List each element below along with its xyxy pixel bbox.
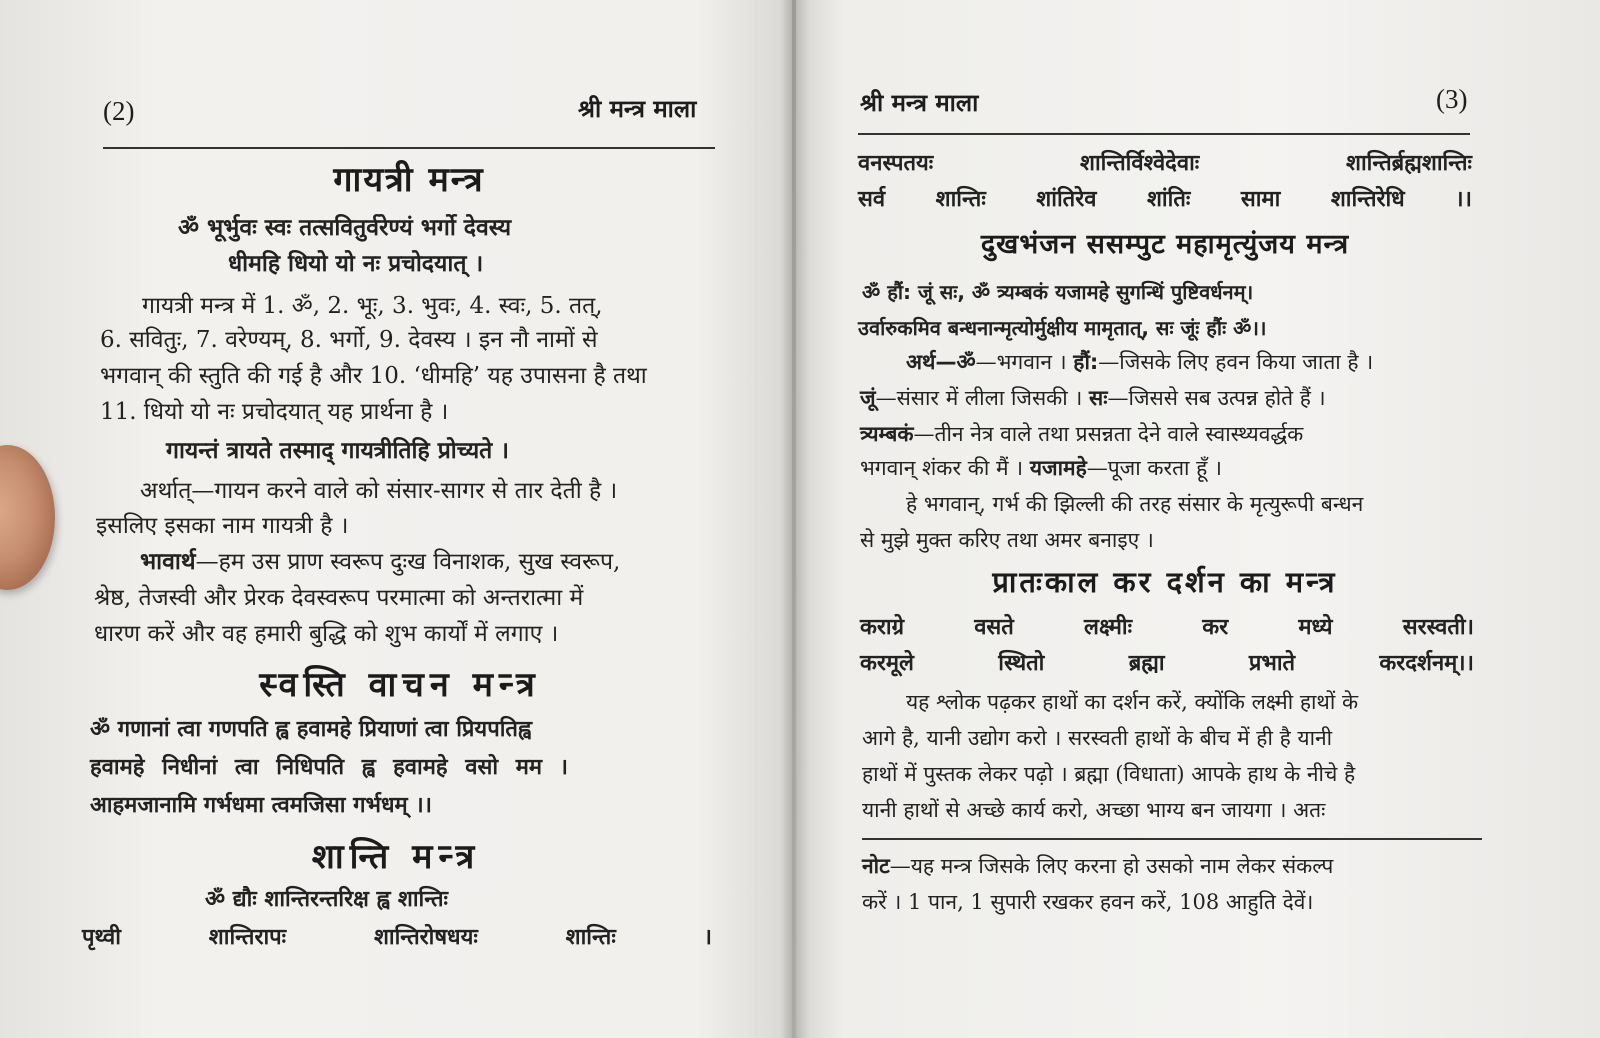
left-page [0, 0, 792, 1038]
note-line-1 [862, 850, 1333, 882]
meaning-segment: —संसार में लीला जिसकी । [875, 386, 1090, 410]
dukhbhanjan-meaning-line-1 [906, 346, 1373, 378]
note-line-2: करें । 1 पान, 1 सुपारी रखकर हवन करें, 108 आहुति देवें। [862, 890, 1314, 914]
word: शान्तिः [935, 187, 986, 212]
shanti-cont-line-1 [858, 148, 1472, 180]
dukhbhanjan-heading: दुखभंजन ससम्पुट महामृत्युंजय मन्त्र [980, 229, 1350, 260]
page-number-left: (2) [103, 96, 135, 126]
word: ब्रह्मा [1128, 651, 1165, 676]
word: शांतिः [1146, 187, 1191, 212]
page-number-right: (3) [1436, 84, 1468, 114]
gayatri-mantra-line-2: धीमहि धियो यो नः प्रचोदयात् । [228, 251, 484, 277]
shanti-mantra-line-1: ॐ द्यौः शान्तिरन्तरिक्ष ह्व शान्तिः [205, 887, 448, 912]
word: सरस्वती। [1402, 615, 1474, 640]
bhavarth-line-1 [140, 546, 620, 578]
word: ।। [1455, 187, 1472, 212]
dukhbhanjan-prayer-line-2: से मुझे मुक्त करिए तथा अमर बनाइए । [860, 528, 1154, 552]
bhavarth-line-3: धारण करें और वह हमारी बुद्धि को शुभ कार्यों में लगाए । [94, 621, 559, 647]
meaning-segment: त्र्यम्बकं [860, 422, 914, 446]
meaning-segment: —तीन नेत्र वाले तथा प्रसन्नता देने वाले स्वास्थ्यवर्द्धक [913, 422, 1304, 446]
dukhbhanjan-meaning-line-2 [860, 382, 1326, 414]
word: करदर्शनम्।। [1379, 651, 1474, 676]
book-gutter [780, 0, 810, 1038]
bhavarth-label: भावार्थ [140, 549, 196, 575]
word: वनस्पतयः [858, 151, 934, 176]
word: प्रभाते [1248, 651, 1296, 676]
meaning-segment: सः [1089, 386, 1108, 410]
shanti-mantra-line-2 [82, 922, 712, 954]
gayatri-explanation-line-2: 6. सवितुः, 7. वरेण्यम्, 8. भर्गो, 9. देवस्य । इन नौ नामों से [100, 327, 598, 353]
dukhbhanjan-meaning-line-4 [860, 452, 1222, 484]
pratahkal-verse-line-1 [860, 612, 1474, 644]
word: स्थितो [998, 651, 1045, 676]
gayatri-mantra-line-1: ॐ भूर्भुवः स्वः तत्सवितुर्वरेण्यं भर्गो देवस्य [178, 215, 512, 241]
meaning-segment: भगवान् शंकर की मैं । [860, 456, 1030, 480]
dukhbhanjan-meaning-line-3 [860, 418, 1303, 450]
swasti-heading: स्वस्ति वाचन मन्त्र [259, 665, 541, 705]
word: कराग्रे [860, 615, 905, 640]
word: शान्तिः [565, 925, 616, 950]
gayatri-explanation-line-1: गायत्री मन्त्र में 1. ॐ, 2. भूः, 3. भुवः, 4. स्वः, 5. तत्, [142, 293, 603, 319]
header-rule-right [858, 133, 1470, 135]
swasti-mantra-line-1: ॐ गणानां त्वा गणपति ह्व हवामहे प्रियाणां त्वा प्रियपतिह्व [90, 717, 532, 742]
meaning-segment: —जिससे सब उत्पन्न होते हैं । [1107, 386, 1326, 410]
meaning-segment: —पूजा करता हूँ । [1086, 456, 1222, 480]
bhavarth-line-2: श्रेष्ठ, तेजस्वी और प्रेरक देवस्वरूप परमात्मा को अन्तरात्मा में [94, 585, 584, 611]
gayatri-meaning-line-1: अर्थात्—गायन करने वाले को संसार-सागर से तार देती है । [140, 478, 618, 504]
word: कर [1202, 615, 1229, 640]
note-text-1: —यह मन्त्र जिसके लिए करना हो उसको नाम लेकर संकल्प [889, 854, 1334, 878]
swasti-mantra-line-3: आहमजानामि गर्भधमा त्वमजिसा गर्भधम् ।। [90, 793, 433, 818]
thumb [0, 445, 55, 590]
dukhbhanjan-mantra-line-2: उर्वारुकमिव बन्धनान्मृत्योर्मुक्षीय मामृतात्, सः जूंः हौंः ॐ।। [858, 316, 1267, 340]
gayatri-meaning-line-2: इसलिए इसका नाम गायत्री है । [96, 513, 349, 539]
bhavarth-text-1: —हम उस प्राण स्वरूप दुःख विनाशक, सुख स्वरूप, [195, 549, 621, 575]
meaning-segment: हौं: [1073, 350, 1099, 374]
pratahkal-explanation-line-1: यह श्लोक पढ़कर हाथों का दर्शन करें, क्योंकि लक्ष्मी हाथों के [906, 690, 1359, 714]
running-head-left: श्री मन्त्र माला [578, 94, 697, 123]
swasti-mantra-line-2: हवामहे निधीनां त्वा निधिपति ह्व हवामहे वसो मम । [90, 755, 569, 780]
word: सामा [1240, 187, 1281, 212]
shanti-cont-line-2 [858, 184, 1472, 216]
note-label: नोट [862, 854, 890, 878]
word: सर्व [858, 187, 886, 212]
word: शान्तिरापः [208, 925, 287, 950]
pratahkal-verse-line-2 [860, 648, 1474, 680]
meaning-segment: अर्थ—ॐ [906, 350, 976, 374]
gayatri-explanation-line-4: 11. धियो यो नः प्रचोदयात् यह प्रार्थना है । [100, 399, 449, 425]
pratahkal-explanation-line-2: आगे है, यानी उद्योग करो । सरस्वती हाथों के बीच में ही है यानी [862, 726, 1333, 750]
pratahkal-explanation-line-4: यानी हाथों से अच्छे कार्य करो, अच्छा भाग्य बन जायगा । अतः [862, 798, 1326, 822]
gayatri-verse: गायन्तं त्रायते तस्माद् गायत्रीतिहि प्रोच्यते । [166, 438, 510, 464]
word: शान्तिरेधि [1330, 187, 1405, 212]
gayatri-heading: गायत्री मन्त्र [333, 160, 485, 200]
pratahkal-heading: प्रातःकाल कर दर्शन का मन्त्र [992, 565, 1338, 599]
right-page [796, 0, 1600, 1038]
word: करमूले [860, 651, 914, 676]
header-rule-left [103, 147, 715, 149]
meaning-segment: यजामहे [1029, 456, 1087, 480]
word: लक्ष्मीः [1084, 615, 1133, 640]
note-rule [862, 838, 1482, 840]
word: शान्तिरोषधयः [373, 925, 478, 950]
meaning-segment: —भगवान । [975, 350, 1074, 374]
dukhbhanjan-mantra-line-1: ॐ हौं: जूं सः, ॐ त्र्यम्बकं यजामहे सुगन्धिं पुष्टिवर्धनम्। [862, 280, 1254, 304]
word: । [703, 925, 712, 950]
pratahkal-explanation-line-3: हाथों में पुस्तक लेकर पढ़ो । ब्रह्मा (विधाता) आपके हाथ के नीचे है [862, 762, 1356, 786]
word: शान्तिर्विश्वेदेवाः [1080, 151, 1200, 176]
word: मध्ये [1298, 615, 1333, 640]
dukhbhanjan-prayer-line-1: हे भगवान्, गर्भ की झिल्ली की तरह संसार के मृत्युरूपी बन्धन [906, 492, 1364, 516]
meaning-segment: —जिसके लिए हवन किया जाता है । [1098, 350, 1374, 374]
running-head-right: श्री मन्त्र माला [860, 88, 979, 117]
word: शांतिरेव [1036, 187, 1097, 212]
word: वसते [974, 615, 1014, 640]
shanti-heading: शान्ति मन्त्र [311, 837, 481, 877]
meaning-segment: जूं [860, 386, 876, 410]
word: शान्तिर्ब्रह्मशान्तिः [1346, 151, 1472, 176]
gayatri-explanation-line-3: भगवान् की स्तुति की गई है और 10. ‘धीमहि’ यह उपासना है तथा [100, 363, 647, 389]
word: पृथ्वी [82, 925, 121, 950]
